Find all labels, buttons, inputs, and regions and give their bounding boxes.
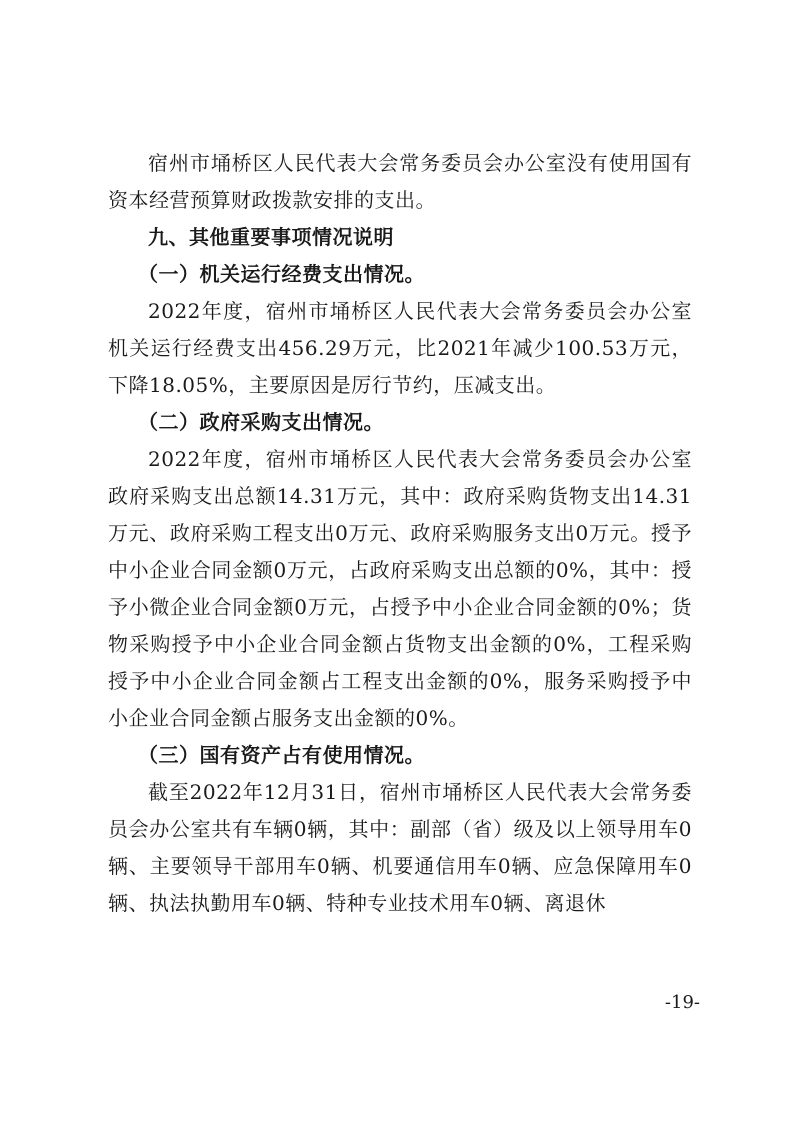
subheading-state-assets: （三）国有资产占有使用情况。 (138, 743, 425, 767)
paragraph-operating-expenses: 2022年度，宿州市埇桥区人民代表大会常务委员会办公室机关运行经费支出456.29万元，比2021年减少100.53万元，下降18.05%，主要原因是厉行节约，压减支出。 (108, 299, 692, 397)
paragraph-state-assets: 截至2022年12月31日，宿州市埇桥区人民代表大会常务委员会办公室共有车辆0辆，其中：副部（省）级及以上领导用车0辆、主要领导干部用车0辆、机要通信用车0辆、应急保障用车0辆、执法执勤用车0辆、特种专业技术用车0辆、离退休 (108, 780, 692, 915)
section-heading-other-matters: 九、其他重要事项情况说明 (148, 225, 394, 249)
subheading-government-procurement: （二）政府采购支出情况。 (138, 410, 384, 434)
paragraph-government-procurement: 2022年度，宿州市埇桥区人民代表大会常务委员会办公室政府采购支出总额14.31万元，其中：政府采购货物支出14.31万元、政府采购工程支出0万元、政府采购服务支出0万元。授予中小企业合同金额0万元，占政府采购支出总额的0%，其中：授予小微企业合同金额0万元，占授予中小企业合同金额的0%；货物采购授予中小企业合同金额占货物支出金额的0%，工程采购授予中小企业合同金额占工程支出金额的0%，服务采购授予中小企业合同金额占服务支出金额的0%。 (108, 447, 692, 730)
subheading-operating-expenses: （一）机关运行经费支出情况。 (138, 262, 425, 286)
paragraph-state-capital-budget: 宿州市埇桥区人民代表大会常务委员会办公室没有使用国有资本经营预算财政拨款安排的支出。 (108, 151, 692, 212)
document-body (108, 145, 692, 922)
page-number: -19- (664, 992, 700, 1013)
